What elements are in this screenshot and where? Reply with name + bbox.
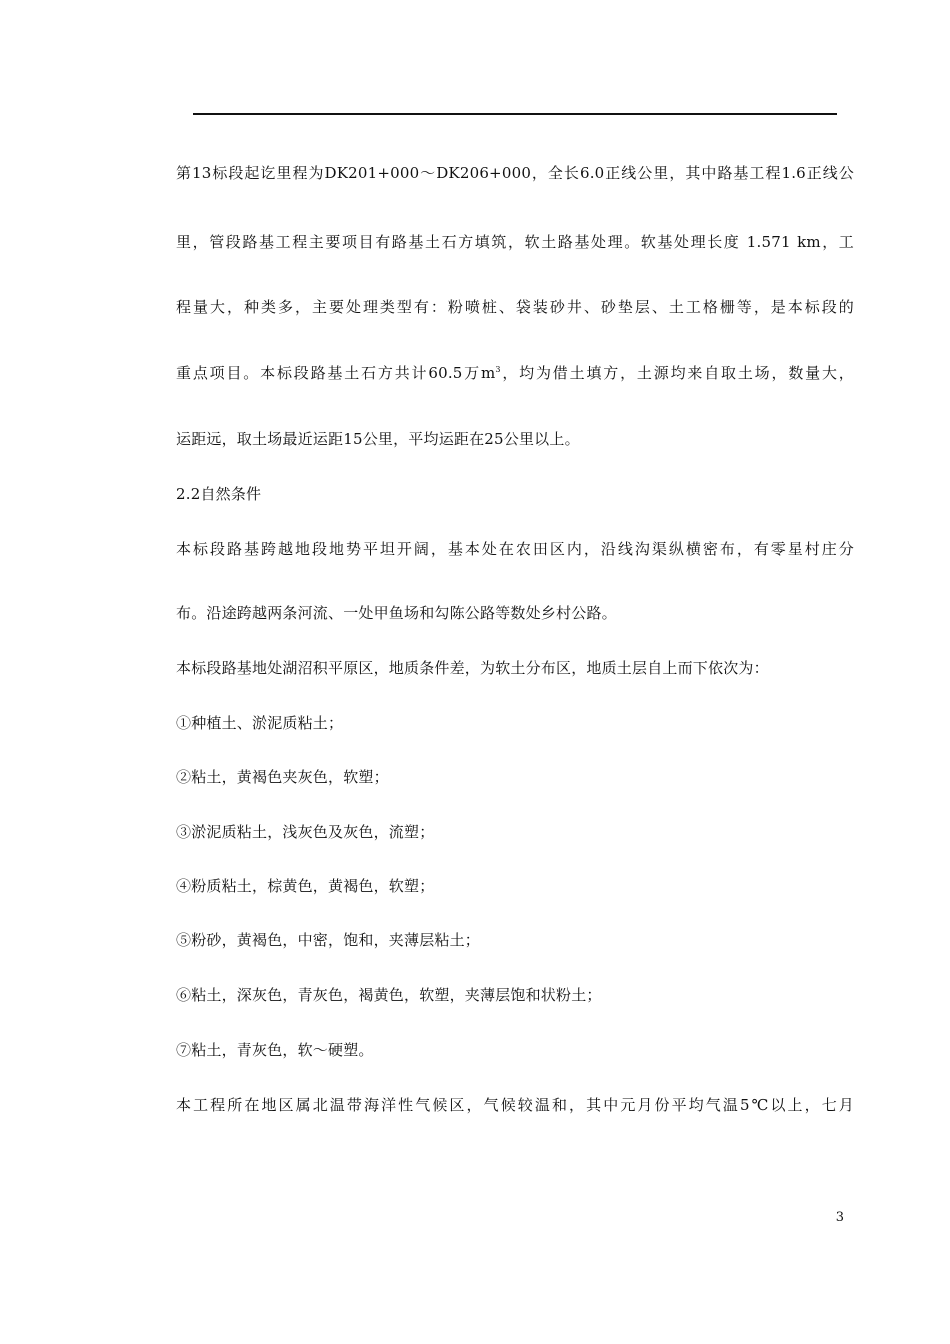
soil-layer-item: ①种植土、淤泥质粘土； <box>176 714 344 732</box>
paragraph-line: 运距远，取土场最近运距15公里，平均运距在25公里以上。 <box>176 430 580 448</box>
cubic-superscript: 3 <box>495 365 501 374</box>
soil-layer-item: ⑤粉砂，黄褐色，中密，饱和，夹薄层粘土； <box>176 931 481 949</box>
volume-text-continued: ，均为借土填方，土源均来自取土场，数量大， <box>500 364 855 382</box>
soil-layer-item: ⑦粘土，青灰色，软～硬塑。 <box>176 1041 374 1059</box>
paragraph-line: 里，管段路基工程主要项目有路基土石方填筑，软土路基处理。软基处理长度 1.571 km，工 <box>176 233 854 251</box>
paragraph-line: 布。沿途跨越两条河流、一处甲鱼场和勾陈公路等数处乡村公路。 <box>176 604 617 622</box>
paragraph-line <box>176 363 854 383</box>
soil-layer-item: ②粘土，黄褐色夹灰色，软塑； <box>176 768 389 786</box>
paragraph-line: 程量大，种类多，主要处理类型有：粉喷桩、袋装砂井、砂垫层、土工格栅等，是本标段的 <box>176 298 854 316</box>
paragraph-line: 本工程所在地区属北温带海洋性气候区，气候较温和，其中元月份平均气温5℃以上，七月 <box>176 1096 854 1114</box>
paragraph-line: 本标段路基地处湖沼积平原区，地质条件差，为软土分布区，地质土层自上而下依次为： <box>176 659 769 677</box>
soil-layer-item: ④粉质粘土，棕黄色，黄褐色，软塑； <box>176 877 435 895</box>
section-heading: 2.2自然条件 <box>176 485 262 503</box>
paragraph-line: 第13标段起讫里程为DK201+000～DK206+000，全长6.0正线公里，其中路基工程1.6正线公 <box>176 164 854 182</box>
volume-text: 重点项目。本标段路基土石方共计60.5万m <box>176 364 496 382</box>
soil-layer-item: ③淤泥质粘土，浅灰色及灰色，流塑； <box>176 823 435 841</box>
header-rule <box>193 113 837 115</box>
page-number: 3 <box>835 1210 844 1225</box>
paragraph-line: 本标段路基跨越地段地势平坦开阔，基本处在农田区内，沿线沟渠纵横密布，有零星村庄分 <box>176 540 854 558</box>
soil-layer-item: ⑥粘土，深灰色，青灰色，褐黄色，软塑，夹薄层饱和状粉土； <box>176 986 602 1004</box>
